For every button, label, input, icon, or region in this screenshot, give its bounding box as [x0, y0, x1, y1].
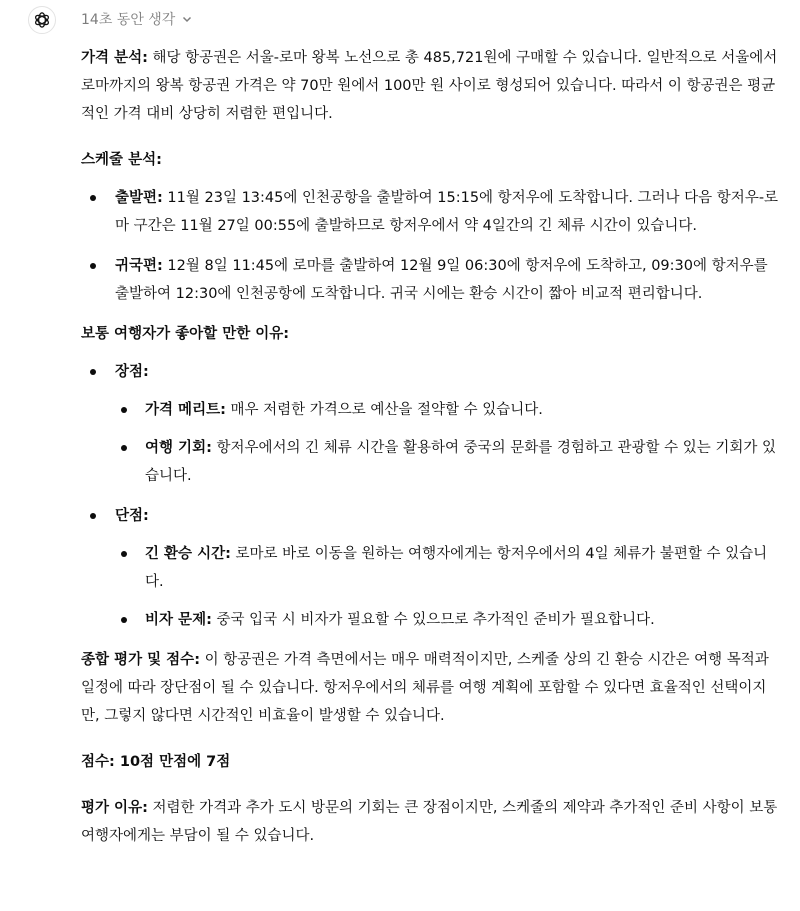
list-item — [115, 606, 781, 634]
list-item — [115, 540, 781, 596]
evaluation-text: 저렴한 가격과 추가 도시 방문의 기회는 큰 장점이지만, 스케줄의 제약과 추가적인 준비 사항이 보통 여행자에게는 부담이 될 수 있습니다. — [81, 800, 778, 844]
cons-item-label: 긴 환승 시간: — [145, 546, 231, 562]
reasons-heading: 보통 여행자가 좋아할 만한 이유: — [81, 326, 290, 342]
evaluation-label: 평가 이유: — [81, 800, 148, 816]
list-item — [81, 358, 781, 490]
response-content — [81, 44, 781, 850]
list-item — [81, 184, 781, 240]
cons-label: 단점: — [115, 508, 149, 524]
thinking-label: 14초 동안 생각 — [81, 12, 176, 28]
assistant-header — [28, 6, 56, 34]
assistant-logo-icon — [28, 6, 56, 34]
summary-paragraph — [81, 646, 781, 730]
list-item — [115, 396, 781, 424]
list-item — [81, 252, 781, 308]
return-label: 귀국편: — [115, 258, 163, 274]
evaluation-paragraph — [81, 794, 781, 850]
return-text: 12월 8일 11:45에 로마를 출발하여 12월 9일 06:30에 항저우에 도착하고, 09:30에 항저우를 출발하여 12:30에 인천공항에 도착합니다. 귀국 시에는 환승 시간이 짧아 비교적 편리합니다. — [115, 258, 768, 302]
thinking-toggle[interactable] — [81, 9, 193, 29]
cons-item-text: 로마로 바로 이동을 원하는 여행자에게는 항저우에서의 4일 체류가 불편할 수 있습니다. — [145, 546, 768, 590]
schedule-list — [81, 184, 781, 308]
score-label: 점수: 10점 만점에 7점 — [81, 754, 231, 770]
pros-item-text: 항저우에서의 긴 체류 시간을 활용하여 중국의 문화를 경험하고 관광할 수 있는 기회가 있습니다. — [145, 440, 777, 484]
price-analysis-text: 해당 항공권은 서울-로마 왕복 노선으로 총 485,721원에 구매할 수 있습니다. 일반적으로 서울에서 로마까지의 왕복 항공권 가격은 약 70만 원에서 100만 원 사이로 형성되어 있습니다. 따라서 이 항공권은 평균적인 가격 대비 상당히 저렴한 편입니다. — [81, 50, 778, 122]
list-item — [115, 434, 781, 490]
pros-list — [115, 396, 781, 490]
reasons-list — [81, 358, 781, 634]
price-analysis-paragraph — [81, 44, 781, 128]
summary-text: 이 항공권은 가격 측면에서는 매우 매력적이지만, 스케줄 상의 긴 환승 시간은 여행 목적과 일정에 따라 장단점이 될 수 있습니다. 항저우에서의 체류를 여행 계획에 포함할 수 있다면 효율적인 선택이지만, 그렇지 않다면 시간적인 비효율이 발생할 수 있습니다. — [81, 652, 769, 724]
score-line — [81, 748, 781, 776]
summary-label: 종합 평가 및 점수: — [81, 652, 200, 668]
cons-list — [115, 540, 781, 634]
pros-item-text: 매우 저렴한 가격으로 예산을 절약할 수 있습니다. — [225, 402, 543, 418]
pros-label: 장점: — [115, 364, 149, 380]
price-analysis-label: 가격 분석: — [81, 50, 148, 66]
departure-label: 출발편: — [115, 190, 163, 206]
list-item — [81, 502, 781, 634]
chevron-down-icon — [181, 13, 193, 25]
cons-item-text: 중국 입국 시 비자가 필요할 수 있으므로 추가적인 준비가 필요합니다. — [211, 612, 655, 628]
pros-item-label: 여행 기회: — [145, 440, 212, 456]
cons-item-label: 비자 문제: — [145, 612, 212, 628]
departure-text: 11월 23일 13:45에 인천공항을 출발하여 15:15에 항저우에 도착합니다. 그러나 다음 항저우-로마 구간은 11월 27일 00:55에 출발하므로 항저우에서 약 4일간의 긴 체류 시간이 있습니다. — [115, 190, 779, 234]
pros-item-label: 가격 메리트: — [145, 402, 226, 418]
schedule-heading: 스케줄 분석: — [81, 152, 162, 168]
